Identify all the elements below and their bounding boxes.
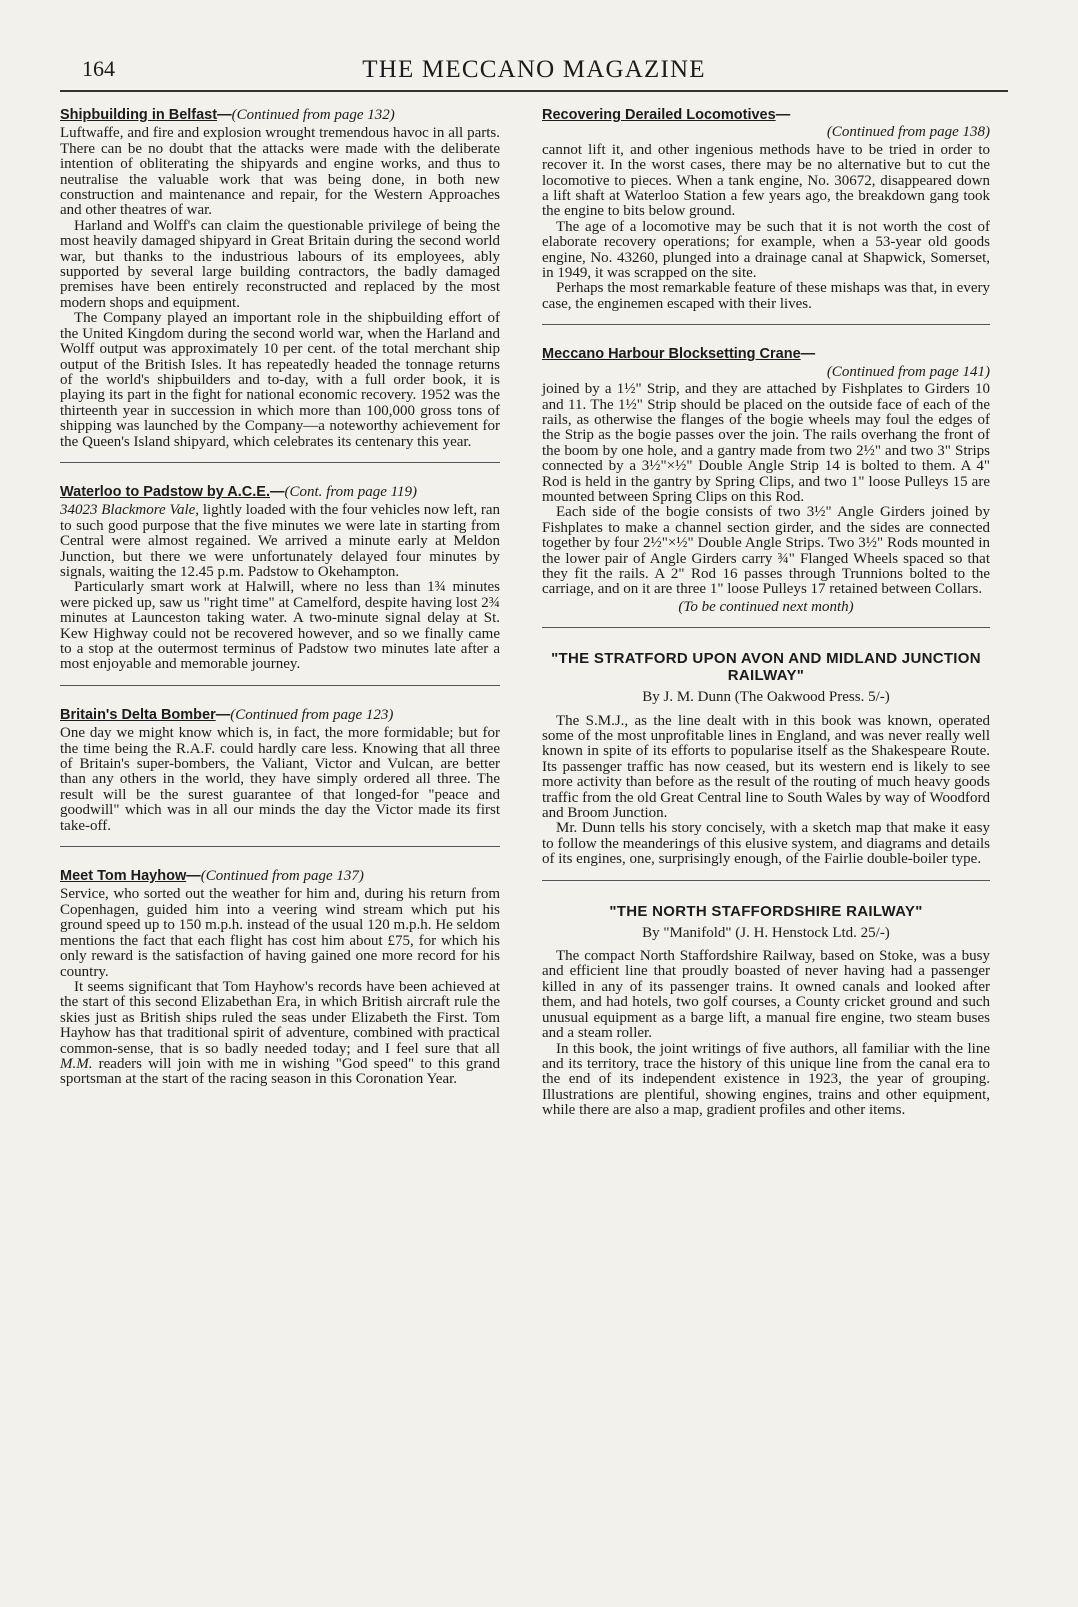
paragraph: The S.M.J., as the line dealt with in this book was known, operated some of the most unprofitable lines in England, and was never really well known in spite of its efforts to popularise itself as the Shakespeare Route. Its passenger traffic has now ceased, but its western end is likely to see more activity than before as the result of the routing of much heavy goods traffic from the old Great Central line to South Wales by way of Woodford and Broom Junction. — [542, 712, 990, 822]
section-title: Recovering Derailed Locomotives — [542, 107, 776, 123]
article-recovering-derailed-locomotives — [542, 108, 990, 312]
continued-note: (Continued from page 132) — [231, 107, 395, 123]
section-heading: Recovering Derailed Locomotives— — [542, 107, 791, 123]
paragraph: joined by a 1½" Strip, and they are attached by Fishplates to Girders 10 and 11. The 1½" Strip should be placed on the outside face of each of the rails, as otherwise the flanges of the bogie wheels may foul the edges of the Strip as the bogie passes over the join. The rails overhang the front of the boom by one hole, and a gantry made from two 2½" and two 3" Strips connected by a 3½"×½" Double Angle Strip 14 is bolted to them. A 4" Rod is held in the gantry by Spring Clips, and two 1" loose Pulleys 15 are mounted between Spring Clips on this Rod. — [542, 381, 990, 505]
paragraph: In this book, the joint writings of five authors, all familiar with the line and its territory, trace the history of this unique line from the canal era to the end of its independent existence in 1923, the year of grouping. Illustrations are plentiful, showing engines, trains and other equipment, while there are also a map, gradient profiles and other items. — [542, 1040, 990, 1119]
section-title: Shipbuilding in Belfast — [60, 107, 218, 123]
section-heading: Meet Tom Hayhow—(Continued from page 137) — [60, 868, 364, 885]
paragraph: Luftwaffe, and fire and explosion wrought tremendous havoc in all parts. There can be no doubt that the attacks were made with the deliberate intention of obliterating the shipyards and engine works, and thus to neutralise the valuable work that was being done, in both new construction and maintenance and repair, for the Western Approaches and other theatres of war. — [60, 125, 500, 219]
magazine-title: THE MECCANO MAGAZINE — [362, 56, 706, 83]
paragraph: cannot lift it, and other ingenious methods have to be tried in order to recover it. In the worst cases, there may be no alternative but to cut the locomotive to pieces. When a tank engine, No. 30672, disappeared down a lift shaft at Waterloo Station a few years ago, the breakdown gang took the engine to bits below ground. — [542, 141, 990, 220]
paragraph: Service, who sorted out the weather for him and, during his return from Copenhagen, guided him into a veering wind stream which put his ground speed up to 150 m.p.h. instead of the usual 120 m.p.h. He seldom mentions the fact that each flight has cost him about £75, for which his only reward is the satisfaction of having gained one more record for his country. — [60, 886, 500, 980]
section-divider — [542, 324, 990, 325]
section-title: Meccano Harbour Blocksetting Crane — [542, 346, 801, 363]
review-byline: By "Manifold" (J. H. Henstock Ltd. 25/-) — [642, 924, 890, 941]
page-number: 164 — [82, 56, 115, 81]
review-title: "THE STRATFORD UPON AVON AND MIDLAND JUNCTION RAILWAY" — [551, 650, 981, 685]
paragraph: It seems significant that Tom Hayhow's records have been achieved at the start of this second Elizabethan Era, in which British aircraft rule the skies just as British ships ruled the seas under Elizabeth the First. Tom Hayhow has that traditional spirit of adventure, combined with practical common-sense, that is so badly needed today; and I feel sure that all M.M. readers will join with me in wishing "God speed" to this grand sportsman at the start of the racing season in this Coronation Year. — [60, 978, 500, 1088]
section-divider — [60, 846, 500, 847]
article-waterloo-to-padstow — [60, 485, 500, 673]
section-heading: Britain's Delta Bomber—(Continued from page 123) — [60, 706, 394, 723]
page-header — [60, 56, 1008, 86]
header-rule — [60, 90, 1008, 92]
section-divider — [542, 627, 990, 628]
paragraph: Each side of the bogie consists of two 3½" Angle Girders joined by Fishplates to make a channel section girder, and the sides are connected together by four 2½"×½" Double Angle Strips. Two 3½" Rods mounted in the lower pair of Angle Girders carry ¾" Flanged Wheels spaced so that they fit the rails. A 2" Rod 16 passes through Trunnions bolted to the carriage, and on it are three 1" loose Pulleys 17 retained between Collars. — [542, 504, 990, 598]
section-title: Waterloo to Padstow by A.C.E. — [60, 483, 270, 500]
section-heading: Shipbuilding in Belfast—(Continued from page 132) — [60, 107, 395, 123]
article-meccano-blocksetting-crane — [542, 347, 990, 615]
continued-note: (Continued from page 123) — [230, 706, 394, 723]
section-title: Britain's Delta Bomber — [60, 706, 216, 723]
review-title: "THE NORTH STAFFORDSHIRE RAILWAY" — [609, 902, 923, 920]
continued-note: (Continued from page 138) — [826, 124, 990, 141]
section-divider — [60, 462, 500, 463]
section-title: Meet Tom Hayhow — [60, 868, 187, 885]
section-heading: Meccano Harbour Blocksetting Crane— — [542, 346, 816, 363]
article-britains-delta-bomber — [60, 708, 500, 834]
paragraph: 34023 Blackmore Vale, lightly loaded with the four vehicles now left, ran to such good purpose that the five minutes we were late in starting from Central were almost regained. We arrived a minute early at Meldon Junction, but there we were unfortunately delayed four minutes by signals, waiting the 12.45 p.m. Padstow to Okehampton. — [60, 502, 500, 580]
article-meet-tom-hayhow — [60, 869, 500, 1088]
article-shipbuilding-in-belfast — [60, 108, 500, 450]
section-divider — [60, 685, 500, 686]
to-be-continued-note: (To be continued next month) — [678, 598, 854, 615]
locomotive-name: 34023 Blackmore Vale, — [60, 502, 200, 519]
continued-note: (Continued from page 141) — [826, 363, 990, 380]
paragraph: The Company played an important role in the shipbuilding effort of the United Kingdom during the second world war, when the Harland and Wolff output was approximately 10 per cent. of the total merchant ship output of the British Isles. It has repeatedly headed the tonnage returns of the world's shipbuilders and to-day, with a full order book, it is playing its part in the fight for national economic recovery. 1952 was the thirteenth year in succession in which more than 100,000 gross tons of shipping was launched by the Company—a noteworthy achievement for the Queen's Island shipyard, which celebrates its centenary this year. — [60, 310, 500, 450]
continued-note: (Cont. from page 119) — [284, 483, 417, 500]
right-column — [542, 108, 990, 1119]
paragraph: Mr. Dunn tells his story concisely, with a sketch map that make it easy to follow the meanderings of this elusive system, and diagrams and details of its engines, one, surprisingly enough, of the Fairlie double-boiler type. — [542, 820, 990, 868]
review-north-staffordshire-railway — [542, 903, 990, 1119]
paragraph: Particularly smart work at Halwill, where no less than 1¾ minutes were picked up, saw us "right time" at Camelford, despite having lost 2¾ minutes at Launceston taking water. A two-minute signal delay at St. Kew Highway could not be recovered however, and so we finally came to a stop at the outermost terminus of Padstow two minutes late after a most enjoyable and memorable journey. — [60, 579, 500, 673]
paragraph: The age of a locomotive may be such that it is not worth the cost of elaborate recovery operations; for example, when a 53-year old goods engine, No. 43260, plunged into a drainage canal at Shapwick, Somerset, in 1949, it was scrapped on the site. — [542, 218, 990, 282]
section-heading: Waterloo to Padstow by A.C.E.—(Cont. from page 119) — [60, 483, 417, 500]
section-divider — [542, 880, 990, 881]
paragraph: One day we might know which is, in fact, the more formidable; but for the time being the R.A.F. could hardly care less. Knowing that all three of Britain's super-bombers, the Valiant, Victor and Vulcan, are better than any others in the world, they have simply ordered all three. The result will be the surest guarantee of that longed-for "peace and goodwill" which was in all our minds the day the Victor made its first take-off. — [60, 725, 500, 834]
left-column — [60, 108, 500, 1088]
review-stratford-upon-avon-railway — [542, 650, 990, 867]
paragraph: Harland and Wolff's can claim the questionable privilege of being the most heavily damaged shipyard in Great Britain during the second world war, but thanks to the industrious labours of its employees, ably supported by several large building contractors, the badly damaged premises have been entirely reconstructed and replaced by the most modern shops and equipment. — [60, 217, 500, 311]
paragraph: The compact North Staffordshire Railway, based on Stoke, was a busy and efficient line that proudly boasted of never having had a passenger killed in any of its passenger trains. It owned canals and looked after them, and had hotels, two golf courses, a County cricket ground and such unusual equipment as a barge lift, a manual fire engine, two steam buses and a steam roller. — [542, 948, 990, 1042]
review-byline: By J. M. Dunn (The Oakwood Press. 5/-) — [642, 689, 890, 706]
continued-note: (Continued from page 137) — [200, 868, 364, 885]
paragraph: Perhaps the most remarkable feature of these mishaps was that, in every case, the enginemen escaped with their lives. — [542, 280, 990, 312]
